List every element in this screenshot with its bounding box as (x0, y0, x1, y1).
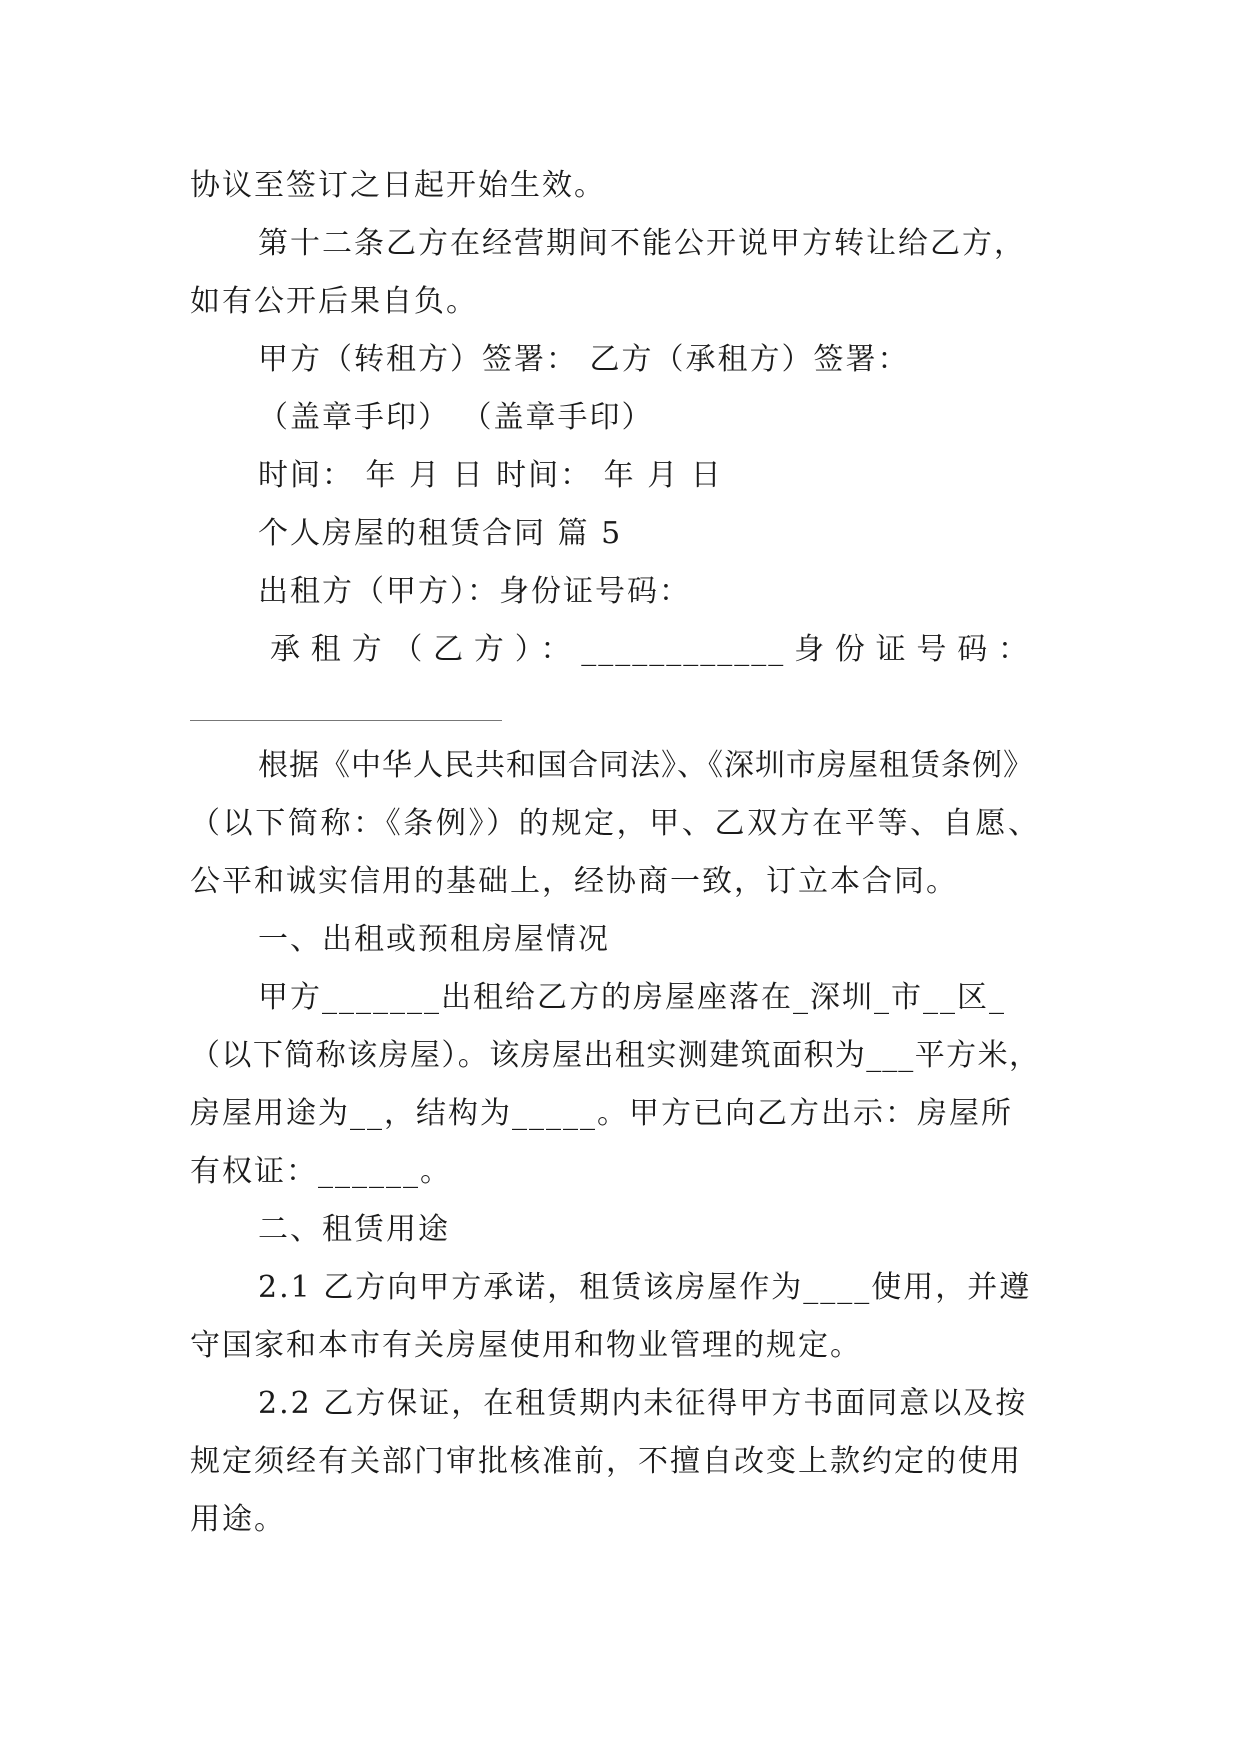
section-heading: 二、租赁用途 (258, 1212, 450, 1247)
lessee-line: 承租方（乙方）：____________身份证号码： (270, 632, 1030, 667)
seal-line: （盖章手印） （盖章手印） (258, 400, 654, 435)
clause-2-1-line: 2.1 乙方向甲方承诺，租赁该房屋作为____使用，并遵 (258, 1270, 1032, 1305)
signature-line: 甲方（转租方）签署： 乙方（承租方）签署： (258, 342, 910, 377)
clause-2-2-line: 2.2 乙方保证，在租赁期内未征得甲方书面同意以及按 (258, 1386, 1028, 1421)
paragraph-line: 房屋用途为__，结构为_____。甲方已向乙方出示：房屋所 (190, 1096, 1013, 1131)
section-heading: 个人房屋的租赁合同 篇 5 (258, 516, 623, 551)
blank-underline (190, 720, 502, 721)
paragraph-line: 规定须经有关部门审批核准前，不擅自改变上款约定的使用 (190, 1444, 1022, 1479)
section-heading: 一、出租或预租房屋情况 (258, 922, 610, 957)
lessor-line: 出租方（甲方）：身份证号码： (258, 574, 691, 609)
paragraph-line: 用途。 (190, 1502, 286, 1537)
paragraph-line: 协议至签订之日起开始生效。 (190, 168, 606, 203)
paragraph-line: 有权证：______。 (190, 1154, 452, 1189)
paragraph-line: （以下简称：《条例》）的规定，甲、乙双方在平等、自愿、 (190, 806, 1040, 841)
paragraph-line: 公平和诚实信用的基础上，经协商一致，订立本合同。 (190, 864, 958, 899)
paragraph-line: 如有公开后果自负。 (190, 284, 478, 319)
paragraph-line: 根据《中华人民共和国合同法》、《深圳市房屋租赁条例》 (258, 748, 1034, 783)
paragraph-line: （以下简称该房屋）。该房屋出租实测建筑面积为___平方米， (190, 1038, 1040, 1073)
date-line: 时间： 年 月 日 时间： 年 月 日 (258, 458, 723, 493)
article-12-line: 第十二条乙方在经营期间不能公开说甲方转让给乙方， (258, 226, 1026, 261)
paragraph-line: 守国家和本市有关房屋使用和物业管理的规定。 (190, 1328, 862, 1363)
paragraph-line: 甲方_______出租给乙方的房屋座落在_深圳_市__区_ (258, 980, 1006, 1015)
